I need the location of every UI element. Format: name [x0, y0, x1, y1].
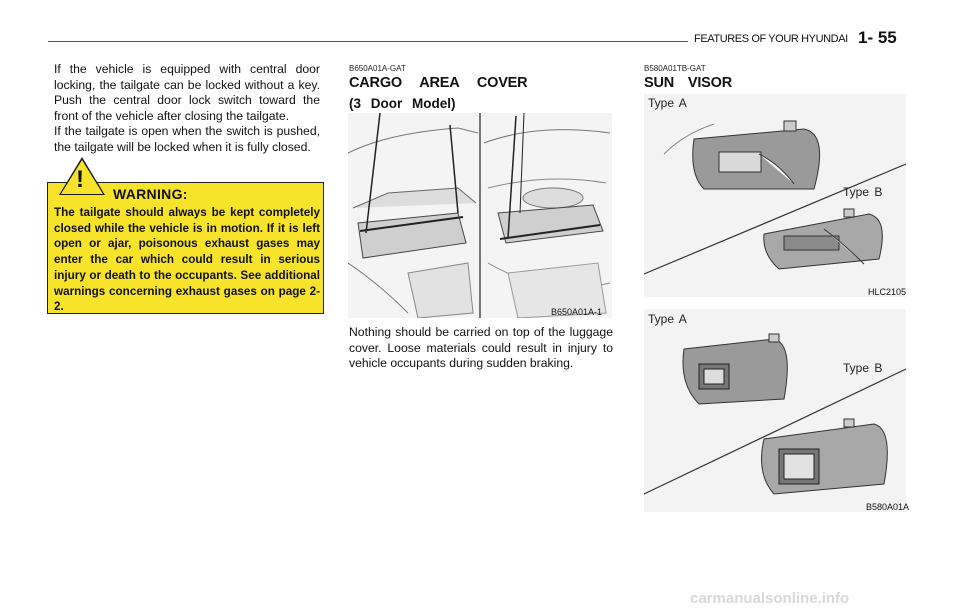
section-code: B650A01A-GAT [349, 64, 406, 73]
type-a-label: Type A [648, 96, 687, 110]
section-subheading: (3 Door Model) [349, 96, 456, 111]
section-heading: CARGO AREA COVER [349, 75, 528, 91]
cargo-cover-illustration [348, 113, 612, 318]
column-1 [54, 62, 320, 156]
tailgate-paragraph-1: If the vehicle is equipped with central door locking, the tailgate can be locked without a key. Push the central door lock switch toward the front of the vehicle after closing the tailgate. [54, 62, 320, 123]
warning-triangle-icon [59, 157, 105, 195]
page-number: 1- 55 [858, 28, 897, 47]
figure-caption: HLC2105 [868, 287, 907, 297]
cargo-cover-paragraph: Nothing should be carried on top of the luggage cover. Loose materials could result in injury to vehicle occupants during sudden braking. [349, 325, 613, 371]
warning-title: WARNING: [113, 186, 188, 202]
header-rule [48, 41, 688, 42]
type-a-label: Type A [648, 312, 687, 326]
type-b-label: Type B [843, 185, 883, 199]
figure-caption: B650A01A-1 [551, 307, 603, 317]
sun-visor-illustration-2 [644, 309, 906, 512]
running-header: FEATURES OF YOUR HYUNDAI [694, 33, 848, 45]
warning-text: The tailgate should always be kept completely closed while the vehicle is in motion. If it is left open or ajar, poisonous exhaust gases may enter the car which could result in serious injury or death to the occupants. See additional warnings concerning exhaust gases on page 2-2. [54, 206, 320, 314]
figure-caption: B580A01A [866, 502, 910, 512]
section-heading: SUN VISOR [644, 75, 732, 91]
tailgate-paragraph-2: If the tailgate is open when the switch is pushed, the tailgate will be locked when it is fully closed. [54, 124, 320, 154]
type-b-label: Type B [843, 361, 883, 375]
watermark: carmanualsonline.info [690, 590, 850, 607]
section-code: B580A01TB-GAT [644, 64, 706, 73]
